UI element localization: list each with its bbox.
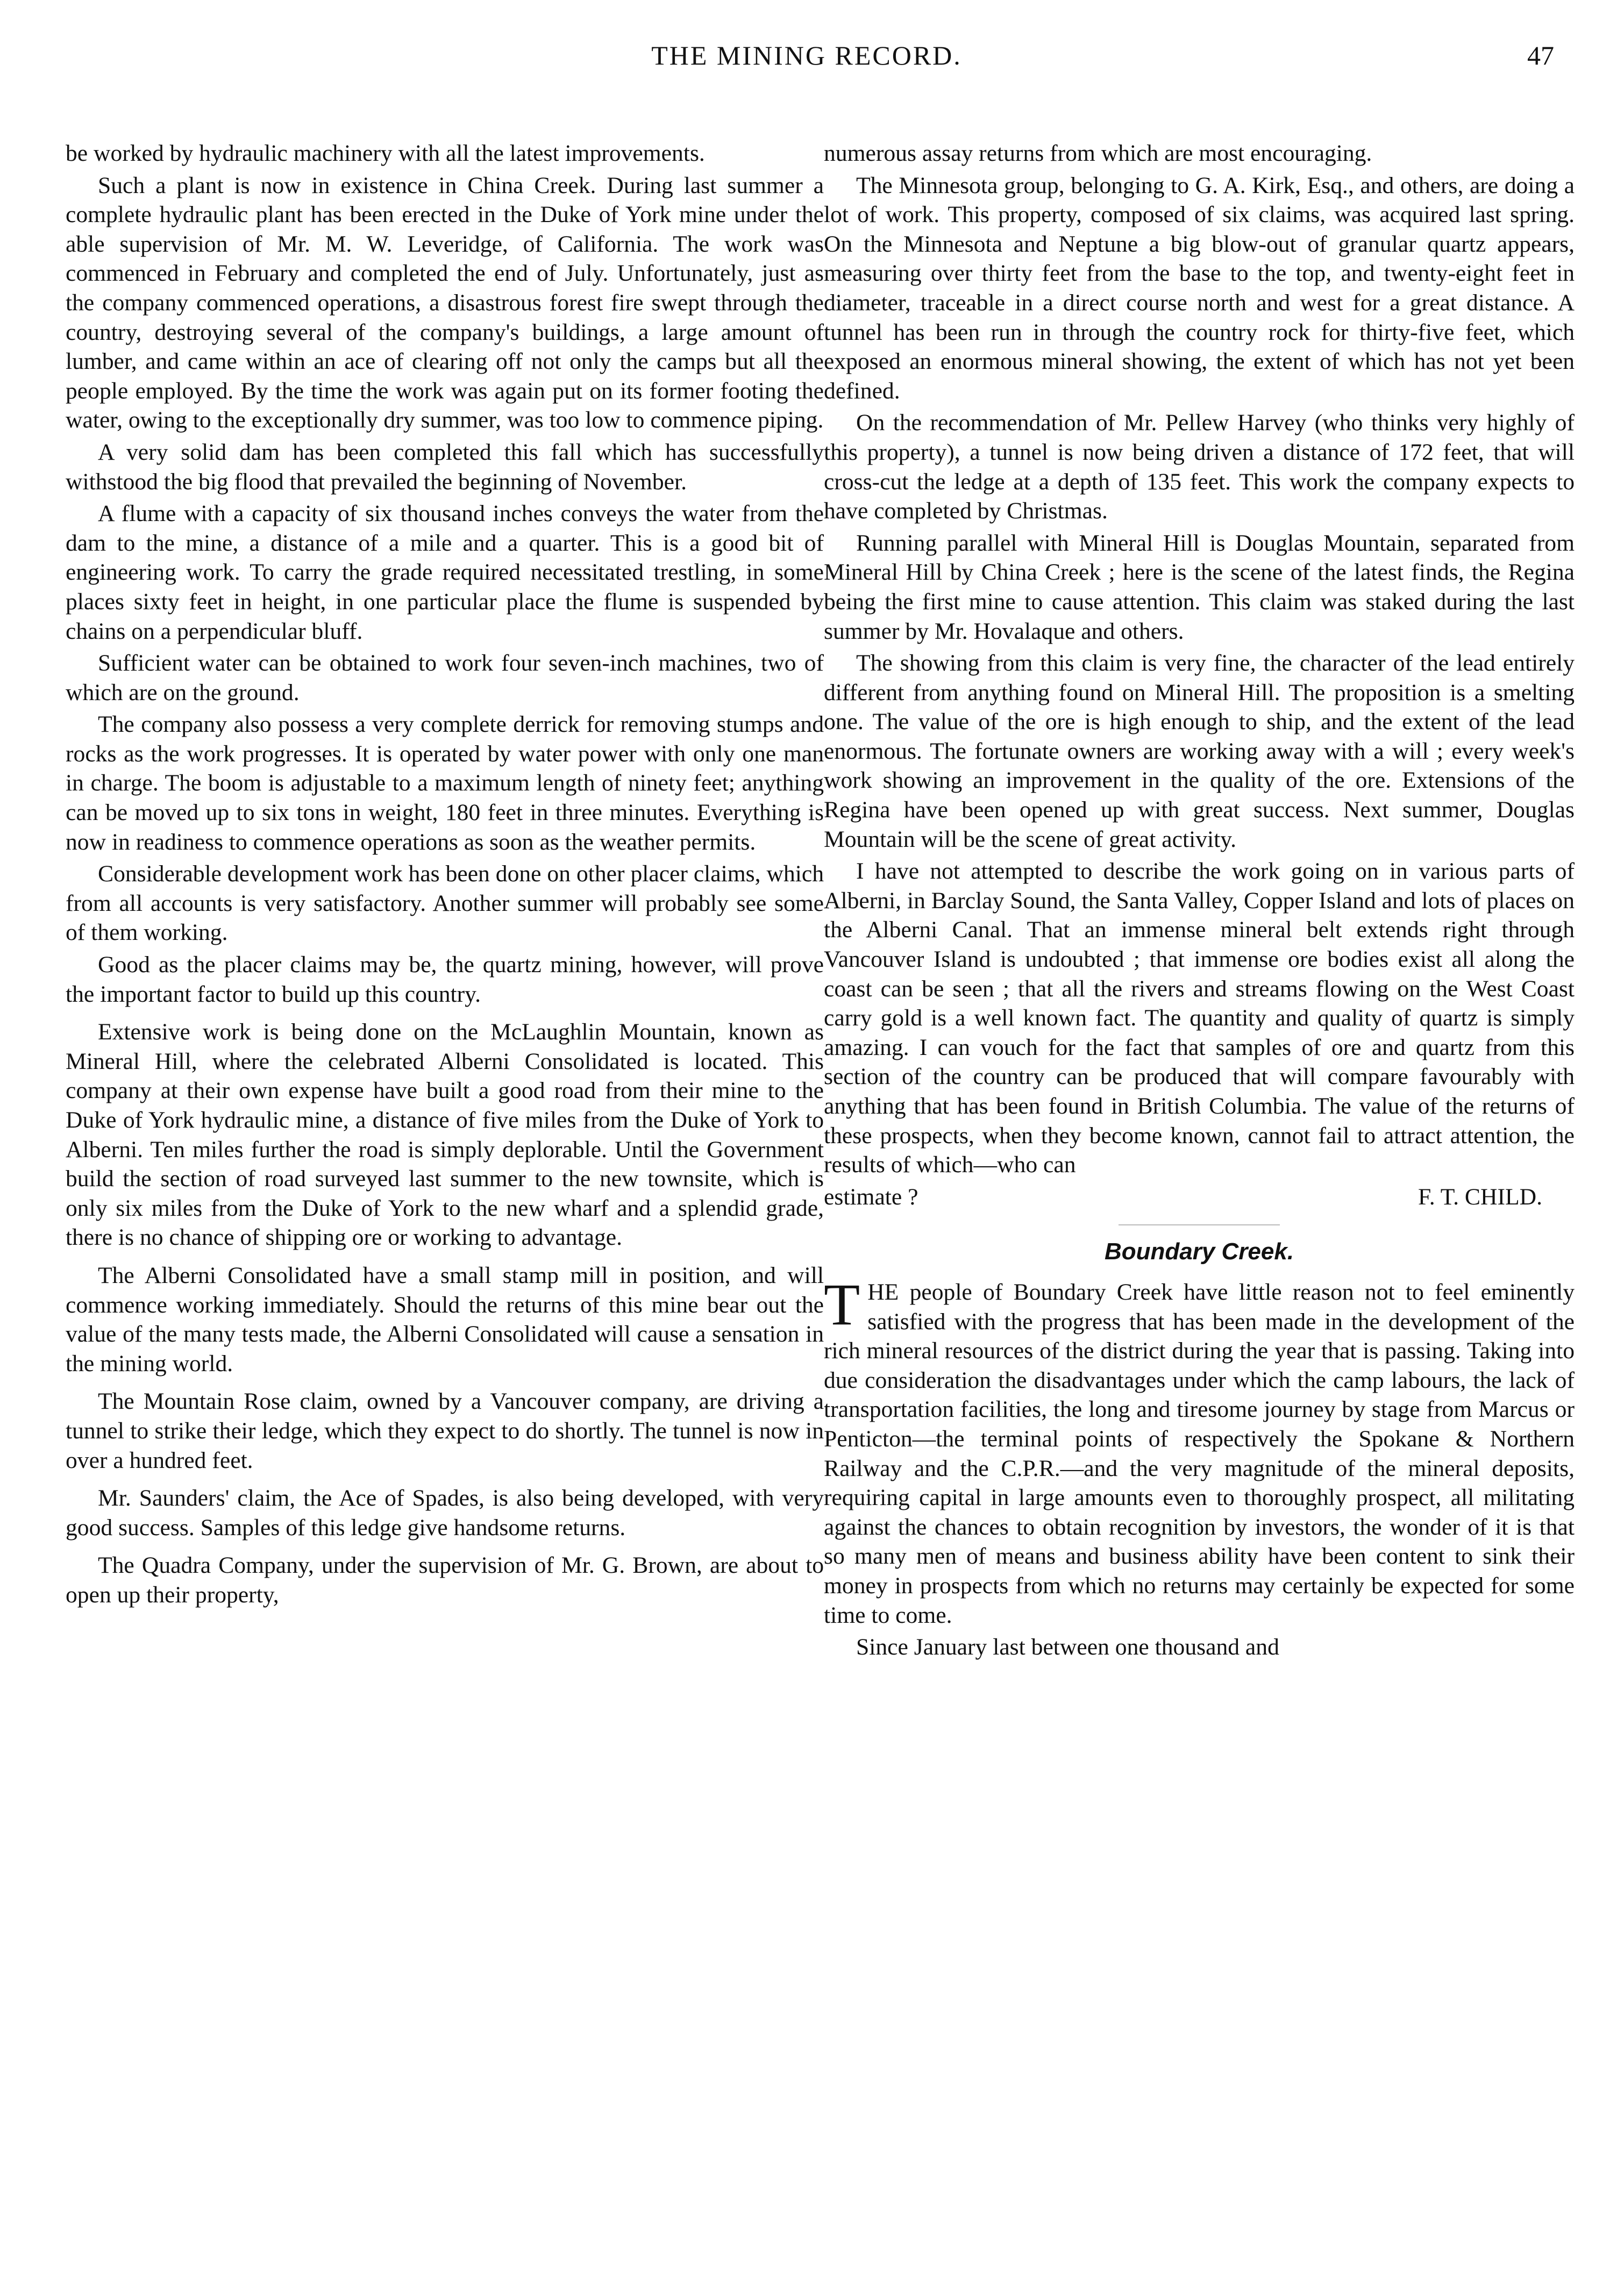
paragraph: Since January last between one thousand and — [856, 1634, 1279, 1660]
section-first-paragraph-text: HE people of Boundary Creek have little reason not to feel eminently satisfied with the progress that has been made in the development of the rich mineral resources of the district during the year that is passing. Taking into due consideration the disadvantages under which the camp labours, the lack of transportation facilities, the long and tiresome journey by stage from Marcus or Penticton—the terminal points of respectively the Spokane & Northern Railway and the C.P.R.—and the very magnitude of the mineral deposits, requiring capital in large amounts even to thoroughly prospect, all militating against the chances to obtain recognition by investors, the wonder of it is that so many men of means and business ability have been content to sink their money in prospects from which no returns may certainly be expected for some time to come. — [824, 1279, 1575, 1628]
paragraph: On the recommendation of Mr. Pellew Harvey (who thinks very highly of this property), a tunnel is now being driven a distance of 172 feet, that will cross-cut the ledge at a depth of 135 feet. This work the company expects to have completed by Christmas. — [824, 410, 1575, 524]
paragraph: I have not attempted to describe the work going on in various parts of Alberni, in Barclay Sound, the Santa Valley, Copper Island and lots of places on the Alberni Canal. That an immense mineral belt extends right through Vancouver Island is undoubted ; that immense ore bodies exist all along the coast can be seen ; that all the rivers and streams flowing on the West Coast carry gold is a well known fact. The quantity and quality of quartz is simply amazing. I can vouch for the fact that samples of ore and quartz from this section of the country can be produced that will compare favourably with anything that has been found in British Columbia. The value of the returns of these prospects, when they become known, cannot fail to attract attention, the results of which—who can — [824, 858, 1575, 1178]
page-number: 47 — [1527, 40, 1554, 70]
paragraph: The Minnesota group, belonging to G. A. Kirk, Esq., and others, are doing a lot of work. This property, composed of six claims, was acquired last spring. On the Minnesota and Neptune a big blow-out of granular quartz appears, measuring over thirty feet from the base to the top, and twenty-eight feet in diameter, traceable in a direct course north and west for a great distance. A tunnel has been run in through the country rock for thirty-five feet, which exposed an enormous mineral showing, the extent of which has not yet been defined. — [824, 172, 1575, 404]
signature-line — [824, 1182, 1575, 1212]
drop-cap: T — [824, 1271, 860, 1337]
paragraph: A flume with a capacity of six thousand inches conveys the water from the dam to the mine, a distance of a mile and a quarter. This is a good bit of engineering work. To carry the grade required necessitated trestling, in some places sixty feet in height, in one particular place the flume is suspended by chains on a perpendicular bluff. — [66, 501, 824, 644]
paragraph: Good as the placer claims may be, the quartz mining, however, will prove the important factor to build up this country. — [66, 952, 824, 1007]
right-column — [824, 139, 1575, 1665]
paragraph: Mr. Saunders' claim, the Ace of Spades, is also being developed, with very good success. Samples of this ledge give handsome returns. — [66, 1485, 824, 1541]
paragraph: The company also possess a very complete derrick for removing stumps and rocks as the work progresses. It is operated by water power with only one man in charge. The boom is adjustable to a maximum length of ninety feet; anything can be moved up to six tons in weight, 180 feet in three minutes. Everything is now in readiness to commence operations as soon as the weather permits. — [66, 711, 824, 855]
author-signature: F. T. CHILD. — [1418, 1183, 1542, 1210]
paragraph: Sufficient water can be obtained to work four seven-inch machines, two of which are on the ground. — [66, 650, 824, 705]
paragraph: Extensive work is being done on the McLaughlin Mountain, known as Mineral Hill, where the celebrated Alberni Consolidated is located. This company at their own expense have built a good road from their mine to the Duke of York hydraulic mine, a distance of five miles from the Duke of York to Alberni. Ten miles further the road is simply deplorable. Until the Government build the section of road surveyed last summer to the new townsite, which is only six miles from the Duke of York to the new wharf and a splendid grade, there is no chance of shipping ore or working to advantage. — [66, 1019, 824, 1251]
paragraph: Running parallel with Mineral Hill is Douglas Mountain, separated from Mineral Hill by China Creek ; here is the scene of the latest finds, the Regina being the first mine to cause attention. This claim was staked during the last summer by Mr. Hovalaque and others. — [824, 530, 1575, 644]
closing-text: estimate ? — [824, 1183, 918, 1210]
paragraph: The Quadra Company, under the supervision of Mr. G. Brown, are about to open up their property, — [66, 1552, 824, 1608]
paragraph: The showing from this claim is very fine, the character of the lead entirely different from anything found on Mineral Hill. The proposition is a smelting one. The value of the ore is high enough to ship, and the extent of the lead enormous. The fortunate owners are working away with a will ; every week's work showing an improvement in the quality of the ore. Extensions of the Regina have been opened up with great success. Next summer, Douglas Mountain will be the scene of great activity. — [824, 650, 1575, 852]
section-title: Boundary Creek. — [1104, 1238, 1294, 1265]
paragraph: numerous assay returns from which are most encouraging. — [824, 140, 1372, 166]
paragraph: be worked by hydraulic machinery with all the latest improvements. — [66, 140, 705, 166]
paragraph: The Mountain Rose claim, owned by a Vancouver company, are driving a tunnel to strike their ledge, which they expect to do shortly. The tunnel is now in over a hundred feet. — [66, 1388, 824, 1473]
publication-title: THE MINING RECORD. — [651, 40, 962, 70]
left-column — [66, 139, 824, 1613]
paragraph: Such a plant is now in existence in China Creek. During last summer a complete hydraulic plant has been erected in the Duke of York mine under the able supervision of Mr. M. W. Leveridge, of California. The work was commenced in February and completed the end of July. Unfortunately, just as the company commenced operations, a disastrous forest fire swept through the country, destroying several of the company's buildings, a large amount of lumber, and came within an ace of clearing off not only the camps but all the people employed. By the time the work was again put on its former footing the water, owing to the exceptionally dry summer, was too low to commence piping. — [66, 172, 824, 433]
paragraph: A very solid dam has been completed this fall which has successfully withstood the big flood that prevailed the beginning of November. — [66, 439, 824, 495]
section-divider — [1119, 1224, 1280, 1225]
section-first-paragraph — [824, 1271, 1575, 1630]
paragraph: The Alberni Consolidated have a small stamp mill in position, and will commence working immediately. Should the returns of this mine bear out the value of the many tests made, the Alberni Consolidated will cause a sensation in the mining world. — [66, 1262, 824, 1377]
page-header — [59, 32, 1554, 81]
paragraph: Considerable development work has been done on other placer claims, which from all accounts is very satisfactory. Another summer will probably see some of them working. — [66, 861, 824, 946]
